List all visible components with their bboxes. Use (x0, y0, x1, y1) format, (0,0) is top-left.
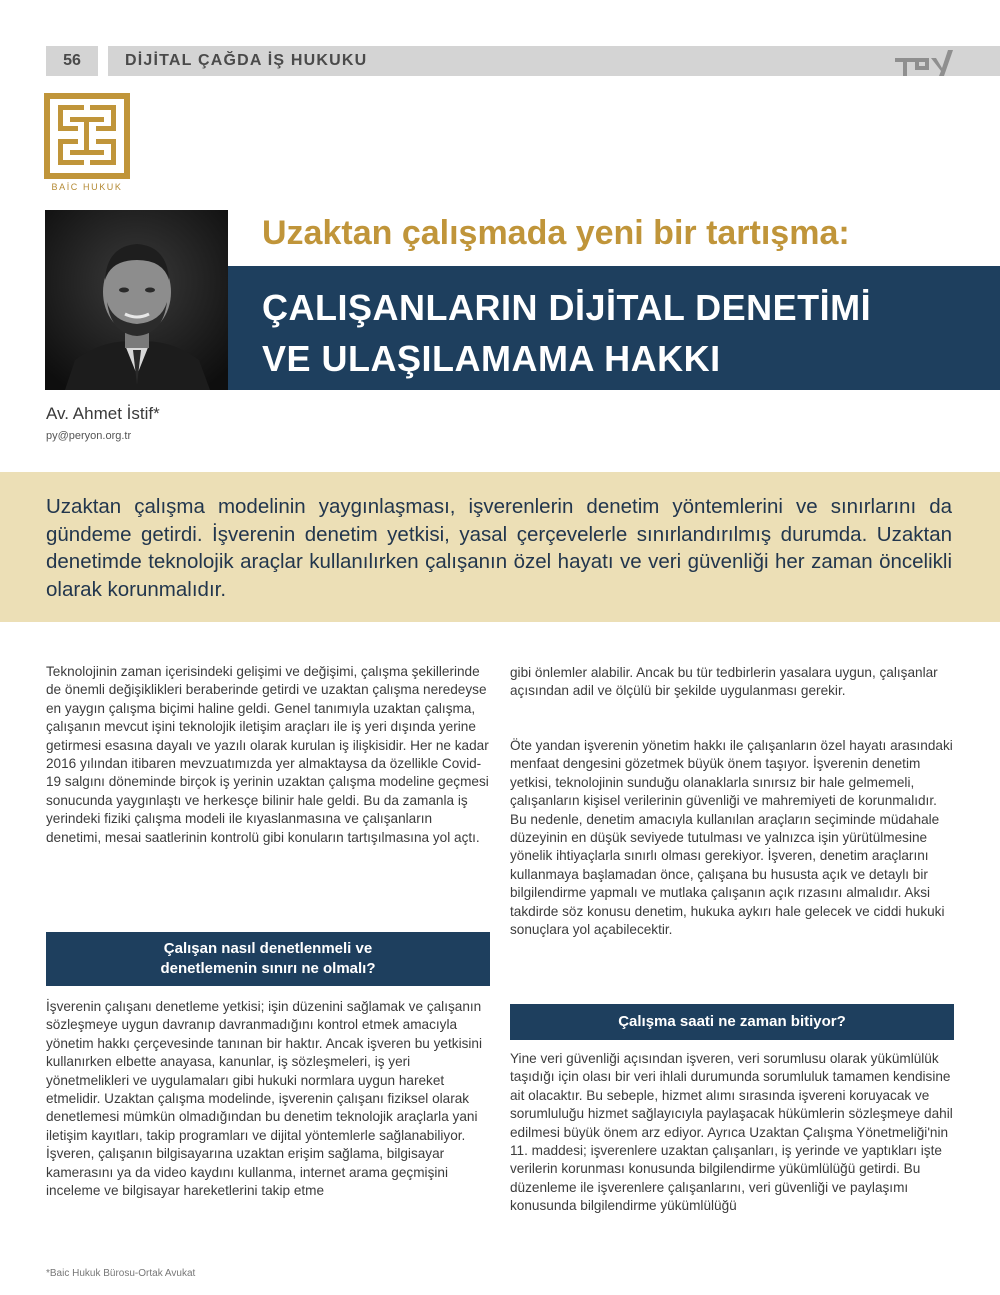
author-photo (45, 210, 228, 390)
column-1-section (46, 998, 490, 1200)
paragraph: Öte yandan işverenin yönetim hakkı ile çalışanların özel hayatı arasındaki menfaat dengesini gözetmek büyük önem taşıyor. İşverenin denetim yetkisi, teknolojinin sunduğu olanaklarla sınırsız bir hale gelmemeli, çalışanların kişisel verilerinin güvenliği ve mahremiyeti de korunmalıdır. Bu nedenle, denetim amacıyla kullanılan araçların seçiminde müdahale düzeyinin en düşük seviyede tutulması ve yalnızca işin yürütülmesine yönelik ihtiyaçlarla sınırlı olması gerekiyor. İşveren, denetim araçlarını kullanmaya başlamadan önce, çalışana bu hususta açık ve detaylı bir bilgilendirme yapmalı ve mutlaka çalışanın açık rızasını almalıdır. Aksi takdirde söz konusu denetim, hukuka aykırı hale gelecek ve ciddi hukuki sonuçlara yol açabilecektir. (510, 738, 953, 938)
section-title: DİJİTAL ÇAĞDA İŞ HUKUKU (108, 46, 1000, 76)
publisher-logo (893, 46, 963, 78)
kufic-square-logo (44, 93, 130, 179)
page-number: 56 (46, 46, 98, 76)
paragraph: İşverenin çalışanı denetleme yetkisi; işin düzenini sağlamak ve çalışanın sözleşmeye uygun davranıp davranmadığını kontrol etmek amacıyla yönetim hakkı çerçevesinde tanınan bir haktır. Ancak işveren bu yetkisini kullanırken elbette anayasa, kanunlar, iş sözleşmeleri, iş yeri yönetmelikleri ve uygulamaları gibi hukuki normlara uygun hareket etmelidir. Uzaktan çalışma modelinde, işverenin çalışanı fiziksel olarak denetlemesi mümkün olmadığından bu denetim teknolojik araçlarla yani iletişim kayıtları, takip programları ve dijital yöntemlerle sağlanabiliyor. İşveren, çalışanın bilgisayarına uzaktan erişim sağlama, bilgisayar kamerasını ya da video kaydını kullanma, internet arama geçmişini inceleme ve bilgisayar hareketlerini takip etme (46, 999, 482, 1199)
section-heading-1 (46, 932, 490, 986)
footnote: *Baic Hukuk Bürosu-Ortak Avukat (46, 1268, 196, 1279)
paragraph: gibi önlemler alabilir. Ancak bu tür tedbirlerin yasalara uygun, çalışanlar açısından adil ve ölçülü bir şekilde uygulanması gerekir. (510, 665, 938, 699)
article-title (262, 282, 992, 384)
lead-paragraph: Uzaktan çalışma modelinin yaygınlaşması, işverenlerin denetim yöntemlerini ve sınırlarını da gündeme getirdi. İşverenin denetim yetkisi, yasal çerçevelerle sınırlandırılmış durumda. Uzaktan denetimde teknolojik araçlar kullanılırken çalışanın özel hayatı ve veri güvenliği her zaman öncelikli olarak korunmalıdır. (46, 495, 952, 601)
section-heading-text: Çalışma saati ne zaman bitiyor? (618, 1013, 846, 1030)
section-heading-text: Çalışan nasıl denetlenmeli ve denetlemenin sınırı ne olmalı? (160, 940, 376, 977)
author-email: py@peryon.org.tr (46, 430, 132, 442)
column-2-section (510, 1050, 954, 1216)
column-2-continued (510, 664, 954, 701)
article-subtitle: Uzaktan çalışmada yeni bir tartışma: (262, 214, 850, 252)
author-name: Av. Ahmet İstif* (46, 404, 160, 423)
column-2-paragraph (510, 737, 954, 939)
section-heading-2 (510, 1004, 954, 1040)
paragraph: Teknolojinin zaman içerisindeki gelişimi ve değişimi, çalışma şekillerinde de önemli değişiklikleri beraberinde getirdi ve uzaktan çalışma neredeyse en yaygın çalışma biçimi haline geldi. Genel tanımıyla uzaktan çalışma, çalışanın mevcut işini teknolojik iletişim araçları ile iş yeri dışında yerine getirmesi esasına dayalı ve yazılı olarak kurulan iş ilişkisidir. Her ne kadar 2016 yılından itibaren mevzuatımızda yer almaktaysa da özellikle Covid-19 salgını döneminde birçok iş yerinin uzaktan çalışma modeline geçmesi sonucunda yaygınlaştı ve herkesçe bilinir hale geldi. Bu da zamanla iş yerindeki fiziki çalışma modeli ile kıyaslanmasına ve çalışanların denetimi, mesai saatlerinin kontrolü gibi konuların tartışılmasına yol açtı. (46, 664, 489, 845)
paragraph: Yine veri güvenliği açısından işveren, veri sorumlusu olarak yükümlülük taşıdığı için olası bir veri ihlali durumunda sorumluluk tamamen kendisine ait olacaktır. Bu sebeple, hizmet alımı sırasında işvereni koruyacak ve sorumluluğu hizmet sağlayıcıyla paylaşacak hükümlerin sözleşmeye dahil edilmesi büyük önem arz ediyor. Ayrıca Uzaktan Çalışma Yönetmeliği'nin 11. maddesi; işverenlere uzaktan çalışanları, iş yerinde ve yaptıkları işte verilerin korunması konusunda bilgilendirme yükümlülüğü getirdi. Bu düzenleme ile işverenlere çalışanlarını, veri güvenliği ve paylaşımı konusunda bilgilendirme yükümlülüğü (510, 1051, 953, 1214)
column-1-intro (46, 663, 490, 847)
title-line-2: VE ULAŞILAMAMA HAKKI (262, 338, 721, 379)
title-line-1: ÇALIŞANLARIN DİJİTAL DENETİMİ (262, 287, 872, 328)
brand-name: BAİC HUKUK (51, 182, 123, 192)
